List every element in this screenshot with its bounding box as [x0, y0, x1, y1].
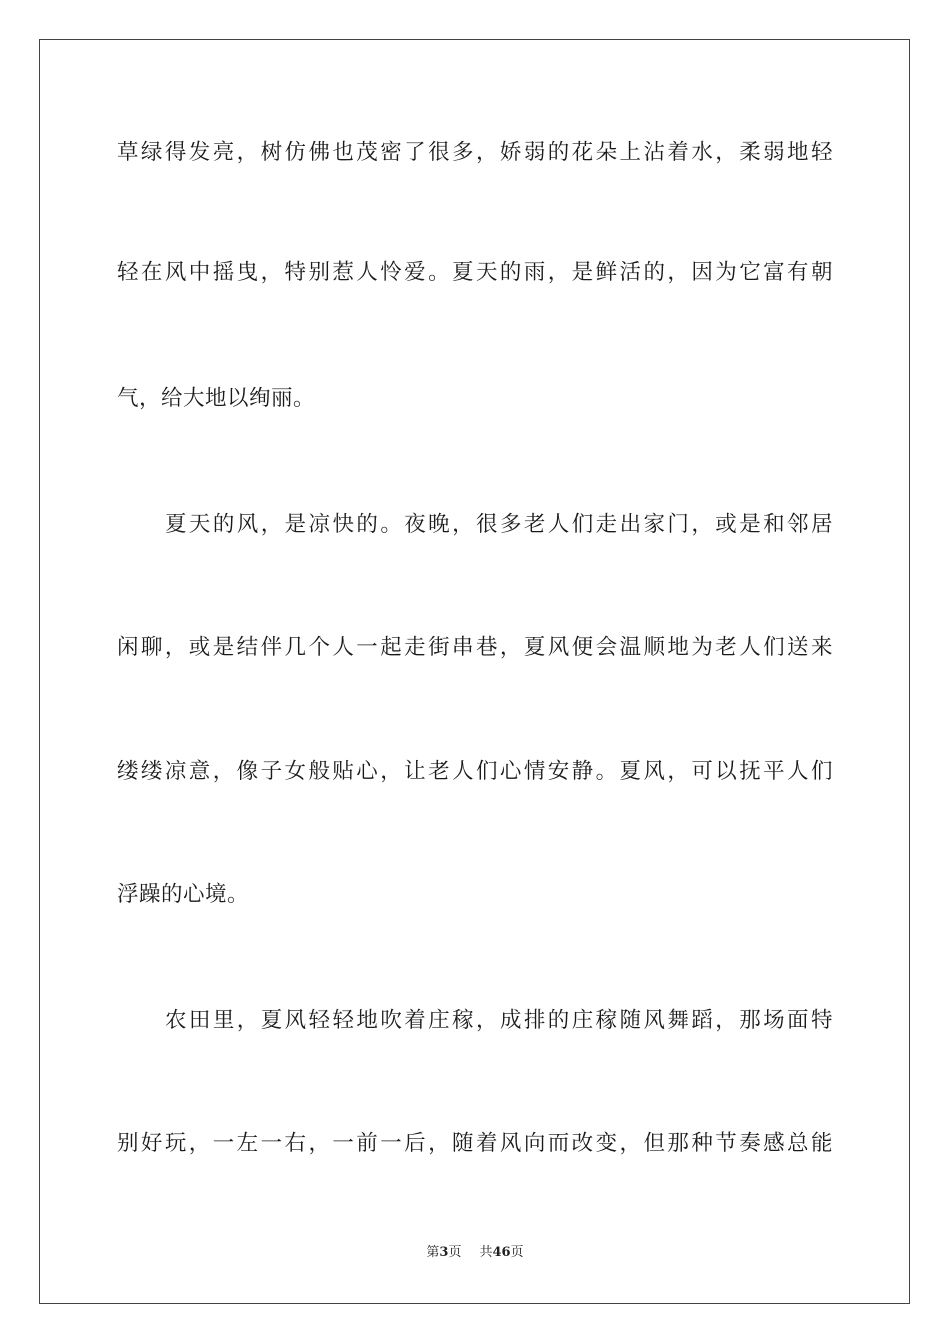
- page-suffix: 页: [448, 1245, 462, 1260]
- text-line: 浮躁的心境。: [117, 882, 250, 907]
- text-line: 轻在风中摇曳，特别惹人怜爱。夏天的雨，是鲜活的，因为它富有朝: [117, 260, 833, 285]
- page-footer: [0, 1245, 950, 1261]
- total-suffix: 页: [510, 1245, 524, 1260]
- text-line: 缕缕凉意，像子女般贴心，让老人们心情安静。夏风，可以抚平人们: [117, 759, 833, 784]
- page-number: 3: [439, 1245, 449, 1260]
- text-line: 气，给大地以绚丽。: [117, 386, 316, 411]
- total-prefix: 共: [479, 1245, 493, 1260]
- page-prefix: 第: [426, 1245, 440, 1260]
- text-line: 闲聊，或是结伴几个人一起走街串巷，夏风便会温顺地为老人们送来: [117, 635, 833, 660]
- paragraph-first-line: 农田里，夏风轻轻地吹着庄稼，成排的庄稼随风舞蹈，那场面特: [165, 1008, 833, 1033]
- paragraph-first-line: 夏天的风，是凉快的。夜晚，很多老人们走出家门，或是和邻居: [165, 512, 833, 537]
- total-pages: 46: [492, 1245, 511, 1260]
- text-line: 草绿得发亮，树仿佛也茂密了很多，娇弱的花朵上沾着水，柔弱地轻: [117, 140, 833, 165]
- text-line: 别好玩，一左一右，一前一后，随着风向而改变，但那种节奏感总能: [117, 1131, 833, 1156]
- page-border: [39, 39, 910, 1304]
